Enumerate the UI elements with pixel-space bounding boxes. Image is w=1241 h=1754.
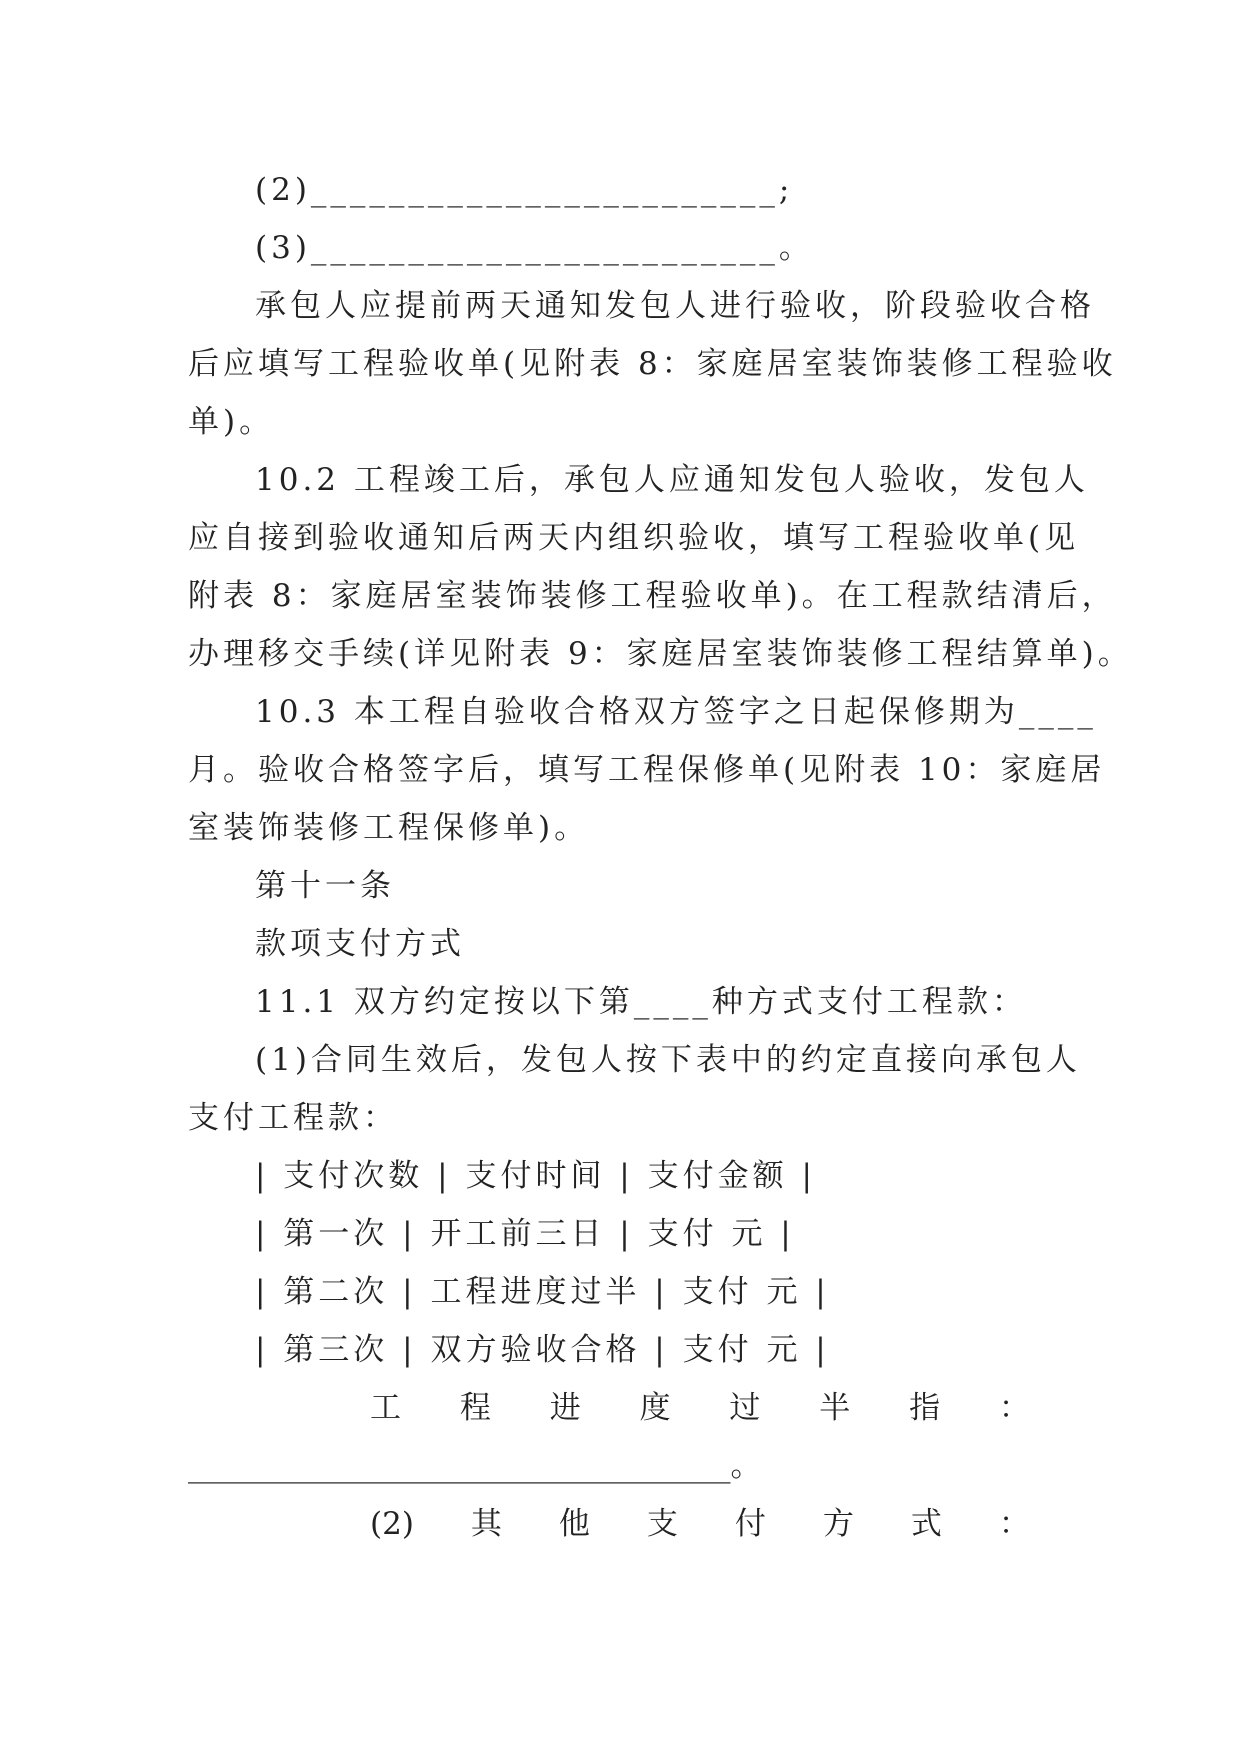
spread-char: 工 <box>370 1390 401 1426</box>
payment-table-header: | 支付次数 | 支付时间 | 支付金额 | <box>255 1158 816 1194</box>
progress-definition-line <box>370 1388 1030 1428</box>
paragraph-line: 单)。 <box>188 404 275 440</box>
item-3-blank: (3)________________________。 <box>255 230 814 266</box>
paragraph-line: 月。验收合格签字后，填写工程保修单(见附表 10：家庭居 <box>188 752 1106 788</box>
spread-char: ： <box>998 1506 1030 1542</box>
spread-char: 进 <box>549 1390 581 1426</box>
paragraph-line: 室装饰装修工程保修单)。 <box>188 810 590 846</box>
paragraph-line: 应自接到验收通知后两天内组织验收，填写工程验收单(见 <box>188 520 1080 556</box>
clause-11-1-line: 11.1 双方约定按以下第____种方式支付工程款： <box>255 984 1027 1020</box>
paragraph-line: (1)合同生效后，发包人按下表中的约定直接向承包人 <box>255 1042 1081 1078</box>
other-payment-line <box>370 1504 1030 1544</box>
spread-char: 方 <box>822 1506 854 1542</box>
progress-definition-blank: ___________________________________。 <box>188 1448 762 1484</box>
item-2-blank: (2)________________________; <box>255 172 794 208</box>
spread-char: 其 <box>470 1506 502 1542</box>
spread-char: 半 <box>819 1390 851 1426</box>
spread-char: 支 <box>646 1506 678 1542</box>
paragraph-line: 支付工程款： <box>188 1100 398 1136</box>
spread-char: 过 <box>729 1390 761 1426</box>
spread-char: 程 <box>459 1390 491 1426</box>
payment-table-row: | 第二次 | 工程进度过半 | 支付 元 | <box>255 1274 830 1310</box>
spread-char: 付 <box>734 1506 766 1542</box>
clause-10-3-line: 10.3 本工程自验收合格双方签字之日起保修期为____ <box>255 694 1097 730</box>
article-title: 款项支付方式 <box>255 926 465 962</box>
clause-10-2-line: 10.2 工程竣工后，承包人应通知发包人验收，发包人 <box>255 462 1089 498</box>
paragraph-line: 后应填写工程验收单(见附表 8：家庭居室装饰装修工程验收 <box>188 346 1117 382</box>
paragraph-line: 承包人应提前两天通知发包人进行验收，阶段验收合格 <box>255 288 1095 324</box>
article-heading: 第十一条 <box>255 868 395 904</box>
paragraph-line: 办理移交手续(详见附表 9：家庭居室装饰装修工程结算单)。 <box>188 636 1133 672</box>
spread-char: (2) <box>370 1506 414 1542</box>
paragraph-line: 附表 8：家庭居室装饰装修工程验收单)。在工程款结清后， <box>188 578 1117 614</box>
spread-char: 他 <box>558 1506 590 1542</box>
spread-char: 度 <box>639 1390 671 1426</box>
spread-char: 式 <box>910 1506 942 1542</box>
payment-table-row: | 第三次 | 双方验收合格 | 支付 元 | <box>255 1332 830 1368</box>
payment-table-row: | 第一次 | 开工前三日 | 支付 元 | <box>255 1216 795 1252</box>
spread-char: ： <box>998 1390 1030 1426</box>
spread-char: 指 <box>909 1390 941 1426</box>
